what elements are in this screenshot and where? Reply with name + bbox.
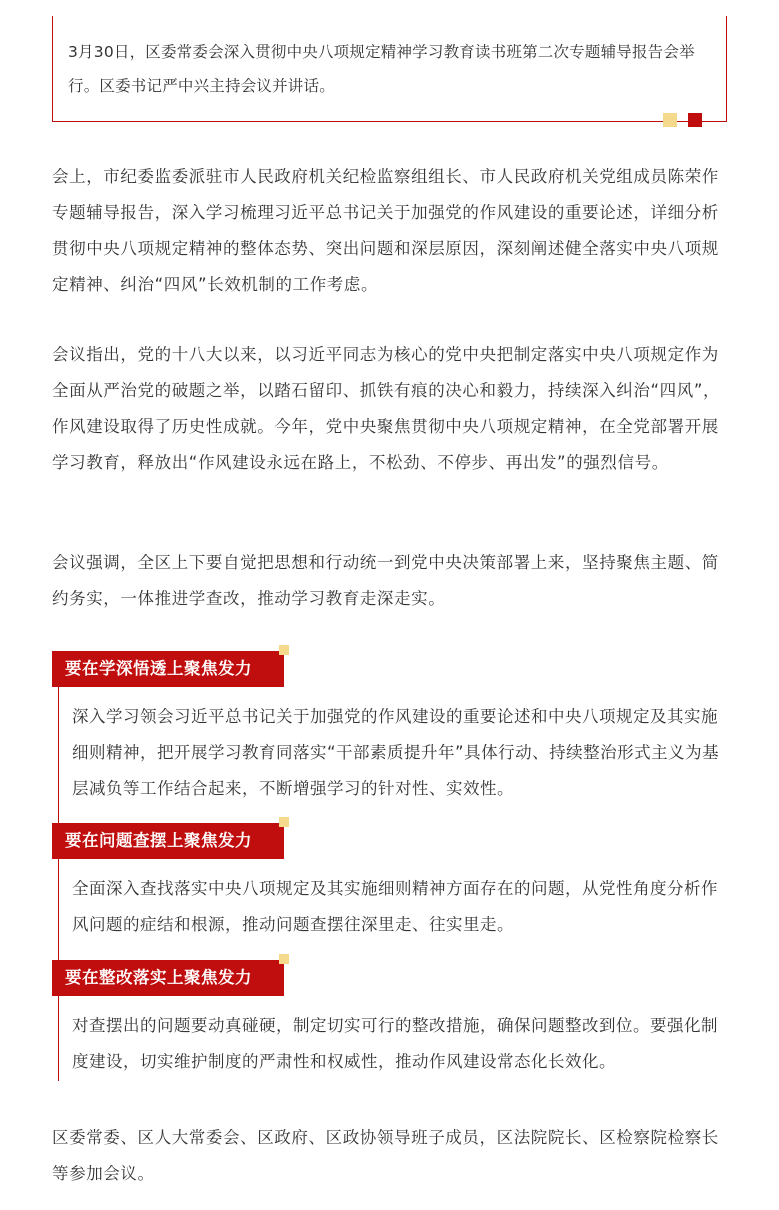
paragraph-meeting-emphasis: 会议强调，全区上下要自觉把思想和行动统一到党中央决策部署上来，坚持聚焦主题、简约务实，一体推进学查改，推动学习教育走深走实。 (52, 553, 719, 608)
section-divider-line (58, 651, 59, 1081)
section-header-rectification (52, 960, 284, 996)
section-title: 要在问题查摆上聚焦发力 (65, 831, 252, 850)
yellow-square-decoration (663, 113, 677, 127)
section-header-study (52, 651, 284, 687)
corner-square-decoration (279, 817, 289, 827)
section-title: 要在学深悟透上聚焦发力 (65, 659, 252, 678)
red-square-decoration (688, 113, 702, 127)
section-text-study: 深入学习领会习近平总书记关于加强党的作风建设的重要论述和中央八项规定及其实施细则精神，把开展学习教育同落实“干部素质提升年”具体行动、持续整治形式主义为基层减负等工作结合起来，不断增强学习的针对性、实效性。 (72, 707, 720, 798)
section-text-problems: 全面深入查找落实中央八项规定及其实施细则精神方面存在的问题，从党性角度分析作风问题的症结和根源，推动问题查摆往深里走、往实里走。 (72, 879, 718, 934)
section-title: 要在整改落实上聚焦发力 (65, 968, 252, 987)
corner-square-decoration (279, 645, 289, 655)
lead-box (52, 16, 727, 122)
paragraph-report: 会上，市纪委监委派驻市人民政府机关纪检监察组组长、市人民政府机关党组成员陈荣作专题辅导报告，深入学习梳理习近平总书记关于加强党的作风建设的重要论述，详细分析贯彻中央八项规定精神的整体态势、突出问题和深层原因，深刻阐述健全落实中央八项规定精神、纠治“四风”长效机制的工作考虑。 (52, 167, 719, 294)
corner-square-decoration (279, 954, 289, 964)
section-text-rectification: 对查摆出的问题要动真碰硬，制定切实可行的整改措施，确保问题整改到位。要强化制度建设，切实维护制度的严肃性和权威性，推动作风建设常态化长效化。 (72, 1016, 718, 1071)
lead-text: 3月30日，区委常委会深入贯彻中央八项规定精神学习教育读书班第二次专题辅导报告会举行。区委书记严中兴主持会议并讲话。 (68, 43, 695, 95)
section-header-problems (52, 823, 284, 859)
lead-box-gap (655, 103, 715, 106)
paragraph-attendees: 区委常委、区人大常委会、区政府、区政协领导班子成员，区法院院长、区检察院检察长等参加会议。 (52, 1128, 719, 1183)
paragraph-meeting-points: 会议指出，党的十八大以来，以习近平同志为核心的党中央把制定落实中央八项规定作为全面从严治党的破题之举，以踏石留印、抓铁有痕的决心和毅力，持续深入纠治“四风”，作风建设取得了历史性成就。今年，党中央聚焦贯彻中央八项规定精神，在全党部署开展学习教育，释放出“作风建设永远在路上，不松劲、不停步、再出发”的强烈信号。 (52, 345, 721, 472)
